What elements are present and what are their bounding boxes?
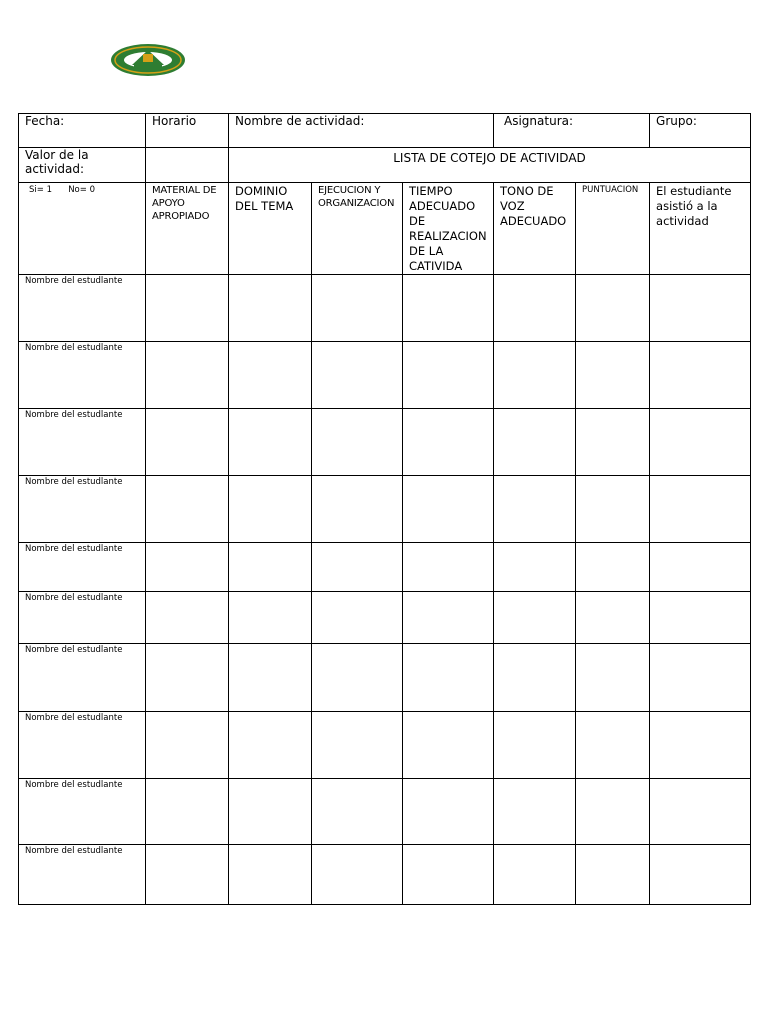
score-cell[interactable] <box>146 644 229 712</box>
score-cell[interactable] <box>576 712 650 779</box>
score-cell[interactable] <box>494 712 576 779</box>
score-cell[interactable] <box>650 592 751 644</box>
valor-actividad-field[interactable] <box>146 148 229 183</box>
score-cell[interactable] <box>229 275 312 342</box>
score-cell[interactable] <box>146 592 229 644</box>
score-cell[interactable] <box>229 779 312 845</box>
score-cell[interactable] <box>229 592 312 644</box>
score-cell[interactable] <box>229 409 312 476</box>
score-cell[interactable] <box>146 712 229 779</box>
criteria-row <box>19 183 751 275</box>
student-row <box>19 476 751 543</box>
score-cell[interactable] <box>146 409 229 476</box>
score-cell[interactable] <box>146 845 229 905</box>
score-cell[interactable] <box>403 476 494 543</box>
student-name-label: Nombre del estudlante <box>19 845 146 905</box>
score-cell[interactable] <box>229 543 312 592</box>
score-cell[interactable] <box>229 476 312 543</box>
score-cell[interactable] <box>576 476 650 543</box>
score-cell[interactable] <box>403 845 494 905</box>
criterion-puntuacion: PUNTUACION <box>576 183 650 275</box>
score-cell[interactable] <box>403 543 494 592</box>
student-row <box>19 275 751 342</box>
score-cell[interactable] <box>576 779 650 845</box>
score-cell[interactable] <box>403 342 494 409</box>
student-name-label: Nombre del estudlante <box>19 712 146 779</box>
score-cell[interactable] <box>576 845 650 905</box>
score-cell[interactable] <box>312 644 403 712</box>
page-title: LISTA DE COTEJO DE ACTIVIDAD <box>229 148 751 183</box>
score-cell[interactable] <box>403 712 494 779</box>
score-cell[interactable] <box>146 779 229 845</box>
student-name-label: Nombre del estudlante <box>19 409 146 476</box>
scale-label: Si= 1 No= 0 <box>19 183 146 275</box>
score-cell[interactable] <box>312 845 403 905</box>
student-row <box>19 845 751 905</box>
student-name-label: Nombre del estudlante <box>19 779 146 845</box>
student-name-label: Nombre del estudlante <box>19 275 146 342</box>
score-cell[interactable] <box>229 644 312 712</box>
score-cell[interactable] <box>229 712 312 779</box>
score-cell[interactable] <box>403 592 494 644</box>
score-cell[interactable] <box>146 342 229 409</box>
student-row <box>19 409 751 476</box>
criterion-ejecucion: EJECUCION Y ORGANIZACION <box>312 183 403 275</box>
valor-actividad-label: Valor de la actividad: <box>19 148 146 183</box>
score-cell[interactable] <box>650 476 751 543</box>
score-cell[interactable] <box>650 712 751 779</box>
criterion-material: MATERIAL DE APOYO APROPIADO <box>146 183 229 275</box>
valor-row <box>19 148 751 183</box>
student-row <box>19 644 751 712</box>
score-cell[interactable] <box>494 275 576 342</box>
score-cell[interactable] <box>650 275 751 342</box>
header-row <box>19 114 751 148</box>
score-cell[interactable] <box>494 409 576 476</box>
criterion-dominio: DOMINIO DEL TEMA <box>229 183 312 275</box>
score-cell[interactable] <box>576 275 650 342</box>
student-row <box>19 543 751 592</box>
student-name-label: Nombre del estudlante <box>19 476 146 543</box>
score-cell[interactable] <box>146 275 229 342</box>
criterion-tono: TONO DE VOZ ADECUADO <box>494 183 576 275</box>
score-cell[interactable] <box>312 543 403 592</box>
score-cell[interactable] <box>576 543 650 592</box>
score-cell[interactable] <box>229 845 312 905</box>
student-row <box>19 712 751 779</box>
criterion-tiempo: TIEMPO ADECUADO DE REALIZACION DE LA CATIVIDA <box>403 183 494 275</box>
asignatura-field[interactable]: Asignatura: <box>494 114 650 148</box>
student-row <box>19 779 751 845</box>
grupo-field[interactable]: Grupo: <box>650 114 751 148</box>
score-cell[interactable] <box>650 779 751 845</box>
score-cell[interactable] <box>312 592 403 644</box>
score-cell[interactable] <box>650 845 751 905</box>
score-cell[interactable] <box>494 779 576 845</box>
student-name-label: Nombre del estudlante <box>19 543 146 592</box>
criterion-asistio: El estudiante asistió a la actividad <box>650 183 751 275</box>
score-cell[interactable] <box>403 779 494 845</box>
score-cell[interactable] <box>494 476 576 543</box>
score-cell[interactable] <box>312 779 403 845</box>
score-cell[interactable] <box>650 342 751 409</box>
score-cell[interactable] <box>494 543 576 592</box>
student-row <box>19 592 751 644</box>
score-cell[interactable] <box>229 342 312 409</box>
score-cell[interactable] <box>403 275 494 342</box>
score-cell[interactable] <box>312 712 403 779</box>
score-cell[interactable] <box>650 543 751 592</box>
score-cell[interactable] <box>576 409 650 476</box>
score-cell[interactable] <box>312 476 403 543</box>
score-cell[interactable] <box>494 342 576 409</box>
student-name-label: Nombre del estudlante <box>19 644 146 712</box>
score-cell[interactable] <box>312 342 403 409</box>
student-name-label: Nombre del estudlante <box>19 592 146 644</box>
score-cell[interactable] <box>650 644 751 712</box>
checklist-table <box>18 113 751 905</box>
student-name-label: Nombre del estudlante <box>19 342 146 409</box>
student-row <box>19 342 751 409</box>
score-cell[interactable] <box>576 644 650 712</box>
score-cell[interactable] <box>312 409 403 476</box>
score-cell[interactable] <box>494 592 576 644</box>
score-cell[interactable] <box>312 275 403 342</box>
score-cell[interactable] <box>403 644 494 712</box>
score-cell[interactable] <box>576 342 650 409</box>
score-cell[interactable] <box>494 845 576 905</box>
score-cell[interactable] <box>403 409 494 476</box>
fecha-field[interactable]: Fecha: <box>19 114 146 148</box>
score-cell[interactable] <box>146 476 229 543</box>
score-cell[interactable] <box>650 409 751 476</box>
utesa-logo <box>110 43 186 77</box>
score-cell[interactable] <box>576 592 650 644</box>
horario-field[interactable]: Horario <box>146 114 229 148</box>
nombre-actividad-field[interactable]: Nombre de actividad: <box>229 114 494 148</box>
score-cell[interactable] <box>146 543 229 592</box>
score-cell[interactable] <box>494 644 576 712</box>
